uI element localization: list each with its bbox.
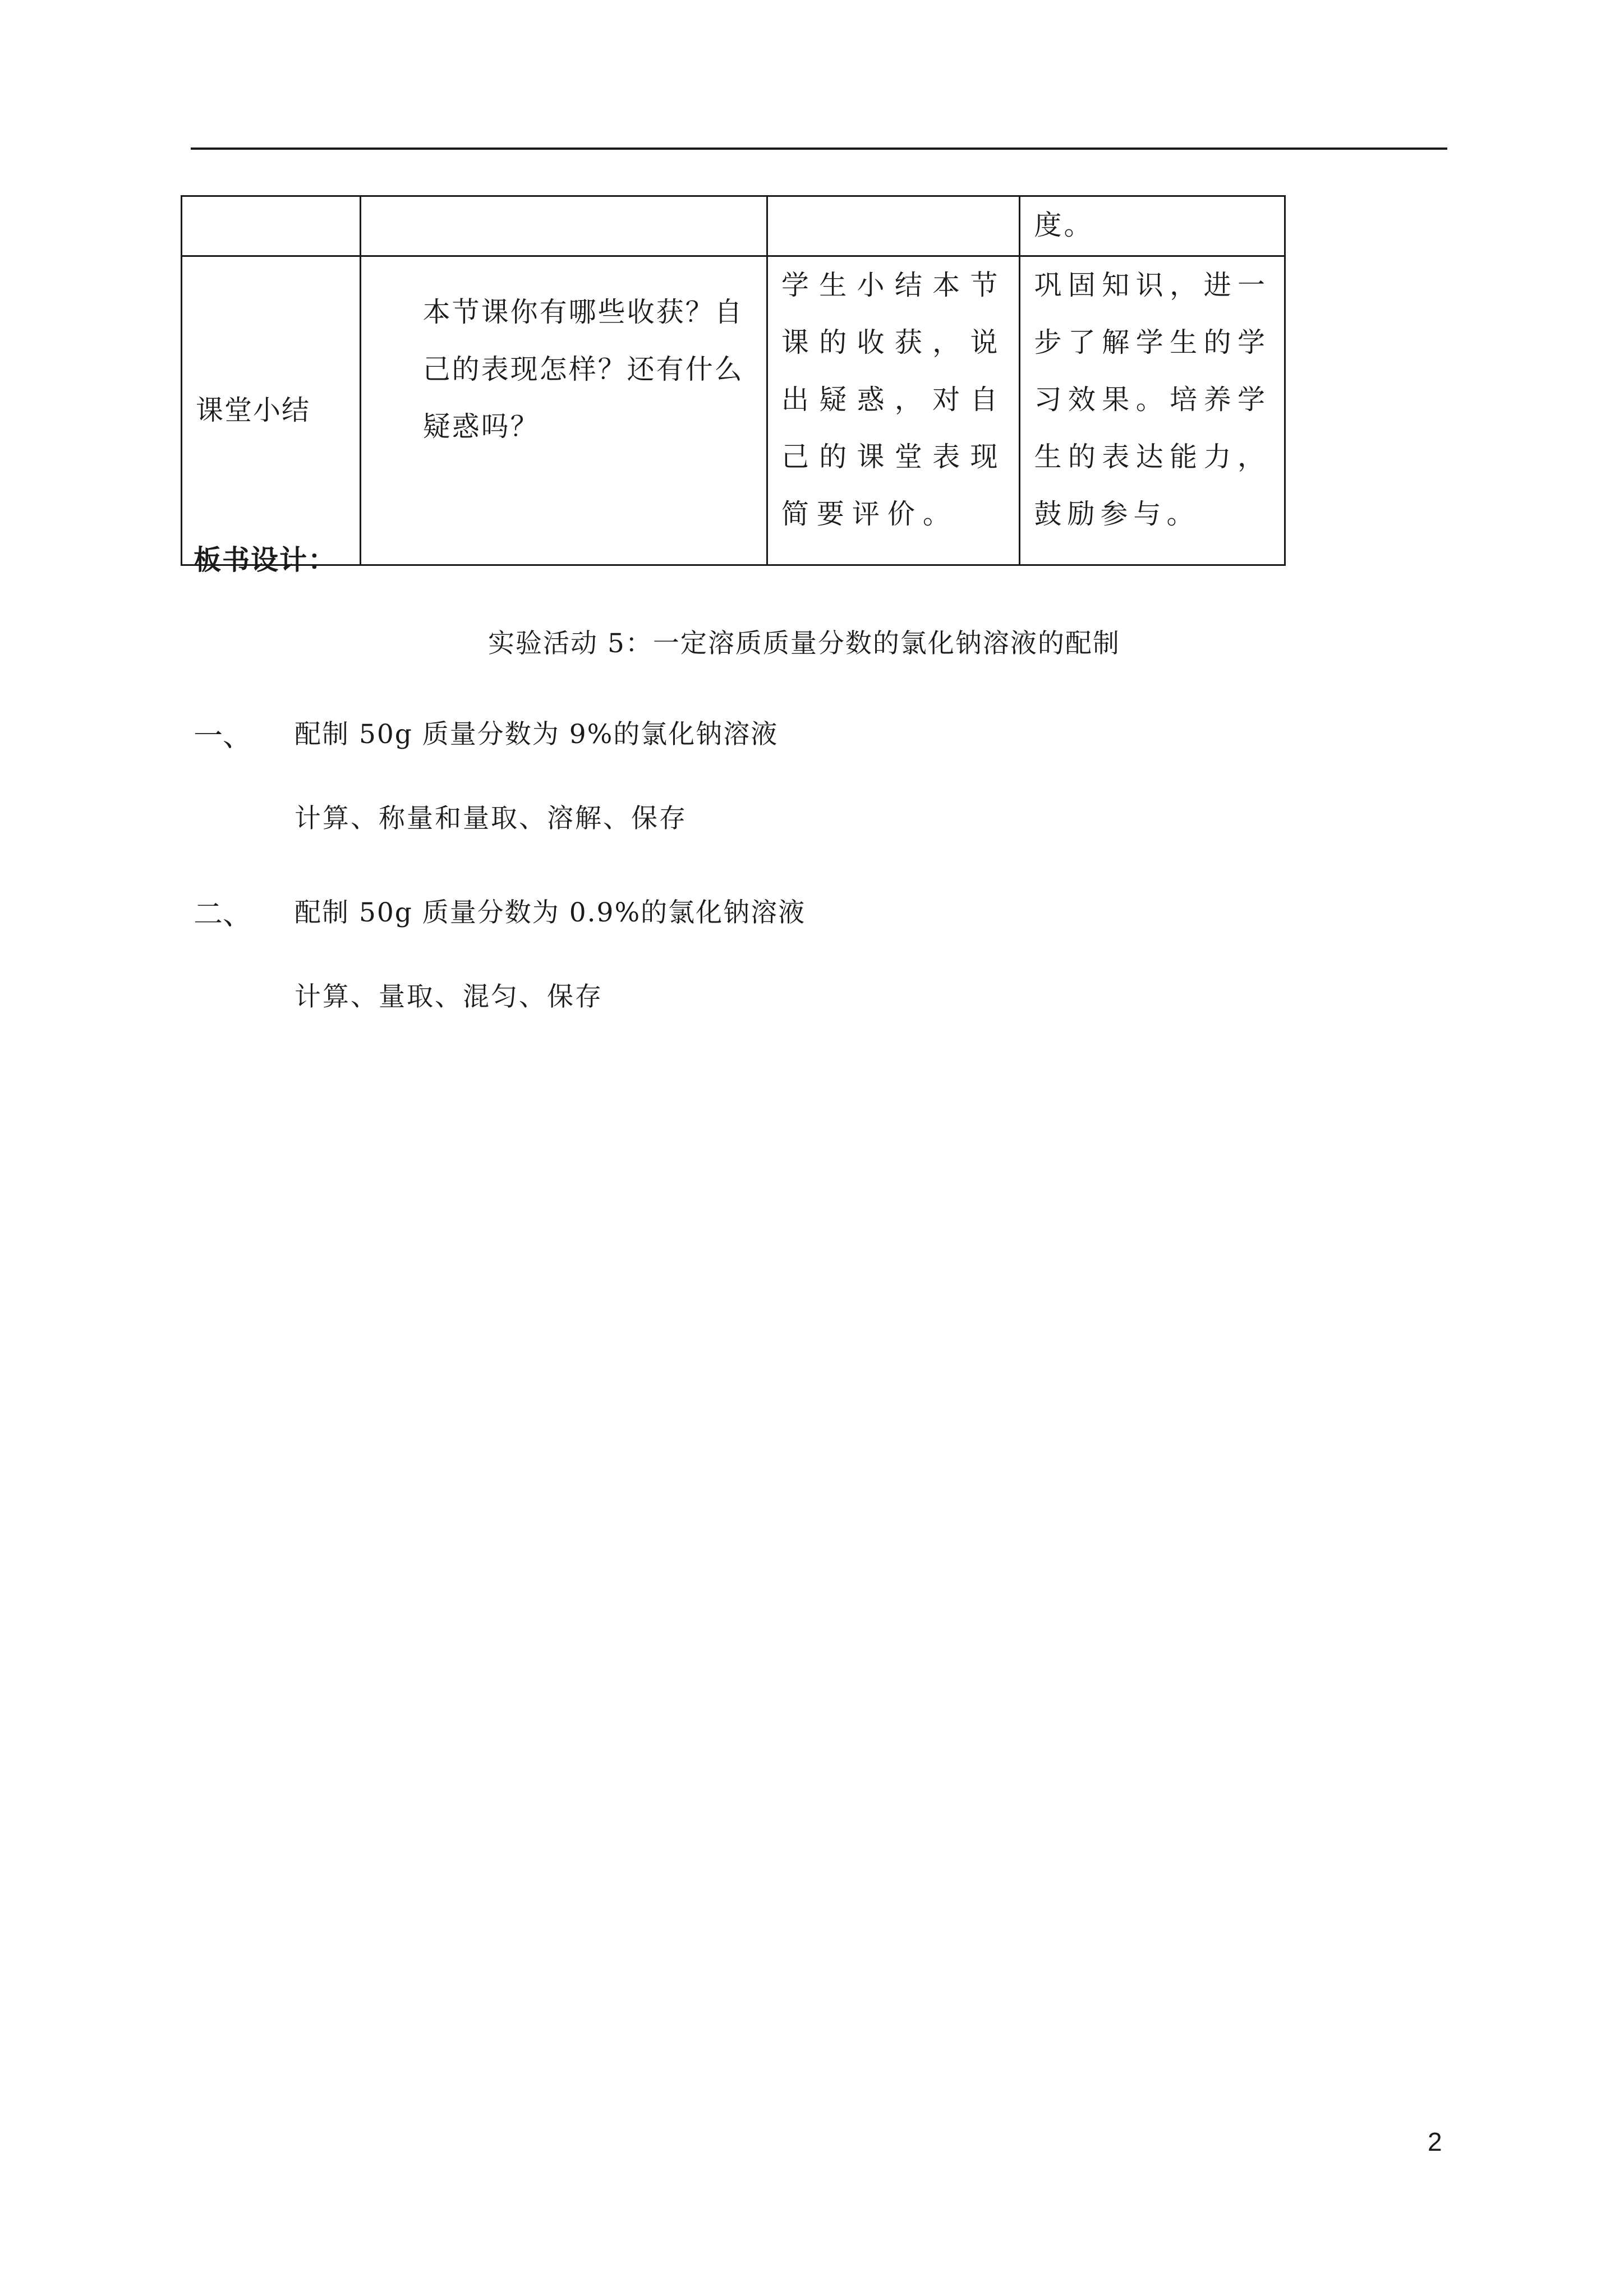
design-intent-cell: 巩固知识，进一步了解学生的学习效果。培养学生的表达能力，鼓励参与。 (1020, 256, 1285, 565)
page-number: 2 (1428, 2127, 1442, 2156)
table-row (182, 196, 1285, 256)
section-steps: 计算、量取、混匀、保存 (295, 981, 603, 1012)
section-number: 二、 (194, 898, 252, 932)
question-cell: 本节课你有哪些收获？自己的表现怎样？还有什么疑惑吗？ (360, 256, 767, 565)
student-activity-cell (767, 196, 1020, 256)
lesson-table (181, 195, 1286, 566)
board-title: 实验活动 5：一定溶质质量分数的氯化钠溶液的配制 (488, 628, 1120, 659)
board-design-label: 板书设计： (194, 544, 337, 576)
header-rule (191, 147, 1447, 150)
section-heading: 配制 50g 质量分数为 9%的氯化钠溶液 (295, 719, 779, 750)
stage-cell (182, 196, 361, 256)
section-number: 一、 (194, 720, 252, 753)
table-row (182, 256, 1285, 565)
stage-cell: 课堂小结 (182, 256, 361, 565)
section-steps: 计算、称量和量取、溶解、保存 (295, 803, 687, 834)
design-intent-cell: 度。 (1020, 196, 1285, 256)
section-heading: 配制 50g 质量分数为 0.9%的氯化钠溶液 (295, 897, 806, 928)
student-activity-cell: 学生小结本节课的收获，说出疑惑，对自己的课堂表现简要评价。 (767, 256, 1020, 565)
question-cell (360, 196, 767, 256)
